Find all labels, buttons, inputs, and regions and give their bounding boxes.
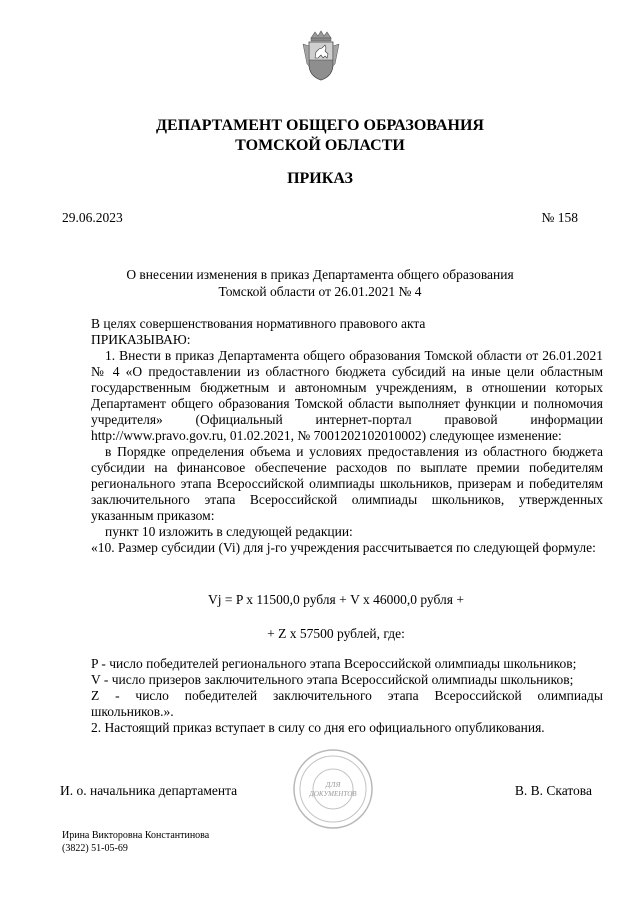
clause-2: [91, 720, 603, 736]
document-type: ПРИКАЗ: [287, 170, 353, 187]
definition-v: V - число призеров заключительного этапа Всероссийской олимпиады школьников;: [91, 672, 574, 687]
formula-line-1: Vj = P x 11500,0 рубля + V x 46000,0 рубля +: [208, 592, 464, 607]
order-date: 29.06.2023: [62, 210, 123, 225]
clause-1-point-10: пункт 10 изложить в следующей редакции:: [105, 524, 353, 539]
order-number: № 158: [541, 210, 578, 225]
order-subject: [0, 266, 640, 300]
executor-phone: (3822) 51-05-69: [62, 843, 128, 854]
coat-of-arms-icon: [301, 30, 341, 82]
executor-name: Ирина Викторовна Константинова: [62, 830, 210, 841]
point-10-text: «10. Размер субсидии (Vi) для j-го учреждения рассчитывается по следующей формуле:: [91, 540, 596, 555]
stamp-line-2: ДОКУМЕНТОВ: [309, 790, 357, 798]
signatory-position: И. о. начальника департамента: [60, 783, 238, 798]
definition-z-end: школьников.».: [91, 704, 174, 719]
order-directive: ПРИКАЗЫВАЮ:: [91, 332, 191, 347]
stamp-line-1: ДЛЯ: [325, 780, 341, 789]
preamble: В целях совершенствования нормативного правового акта: [91, 316, 426, 331]
clause-1-change: в Порядке определения объема и условиях предоставления из областного бюджета субсидии на финансовое обеспечение расходов по выплате премии победителям регионального этапа Всероссийской олимпиады школьников, призерам и победителям заключительного этапа Всероссийской олимпиады школьников, утвержденных указанным приказом:: [91, 444, 603, 523]
department-name: [0, 116, 640, 156]
formula-definitions: [91, 656, 603, 736]
official-stamp: [292, 748, 374, 830]
clause-2-text: 2. Настоящий приказ вступает в силу со дня его официального опубликования.: [91, 720, 545, 735]
order-body: [91, 316, 603, 556]
subject-line-1: О внесении изменения в приказ Департамента общего образования: [126, 267, 514, 282]
formula-line-2: + Z x 57500 рублей, где:: [267, 626, 405, 641]
department-line-1: ДЕПАРТАМЕНТ ОБЩЕГО ОБРАЗОВАНИЯ: [156, 117, 484, 134]
executor-info: [62, 829, 209, 855]
definition-p: P - число победителей регионального этапа Всероссийской олимпиады школьников;: [91, 656, 577, 671]
definition-z: Z - число победителей заключительного этапа Всероссийской олимпиады: [91, 688, 603, 703]
signatory-name: В. В. Скатова: [514, 783, 592, 798]
department-line-2: ТОМСКОЙ ОБЛАСТИ: [235, 137, 405, 154]
clause-1: 1. Внести в приказ Департамента общего образования Томской области от 26.01.2021 № 4 «О предоставлении из областного бюджета субсидий на иные цели областным государственным бюджетным и автономным учреждениям, в отношении которых Департамент общего образования Томской области выполняет функции и полномочия учредителя» (Официальный интернет-портал правовой информации http://www.pravo.gov.ru, 01.02.2021, № 7001202102010002) следующее изменение:: [91, 348, 603, 443]
subject-line-2: Томской области от 26.01.2021 № 4: [218, 284, 422, 299]
